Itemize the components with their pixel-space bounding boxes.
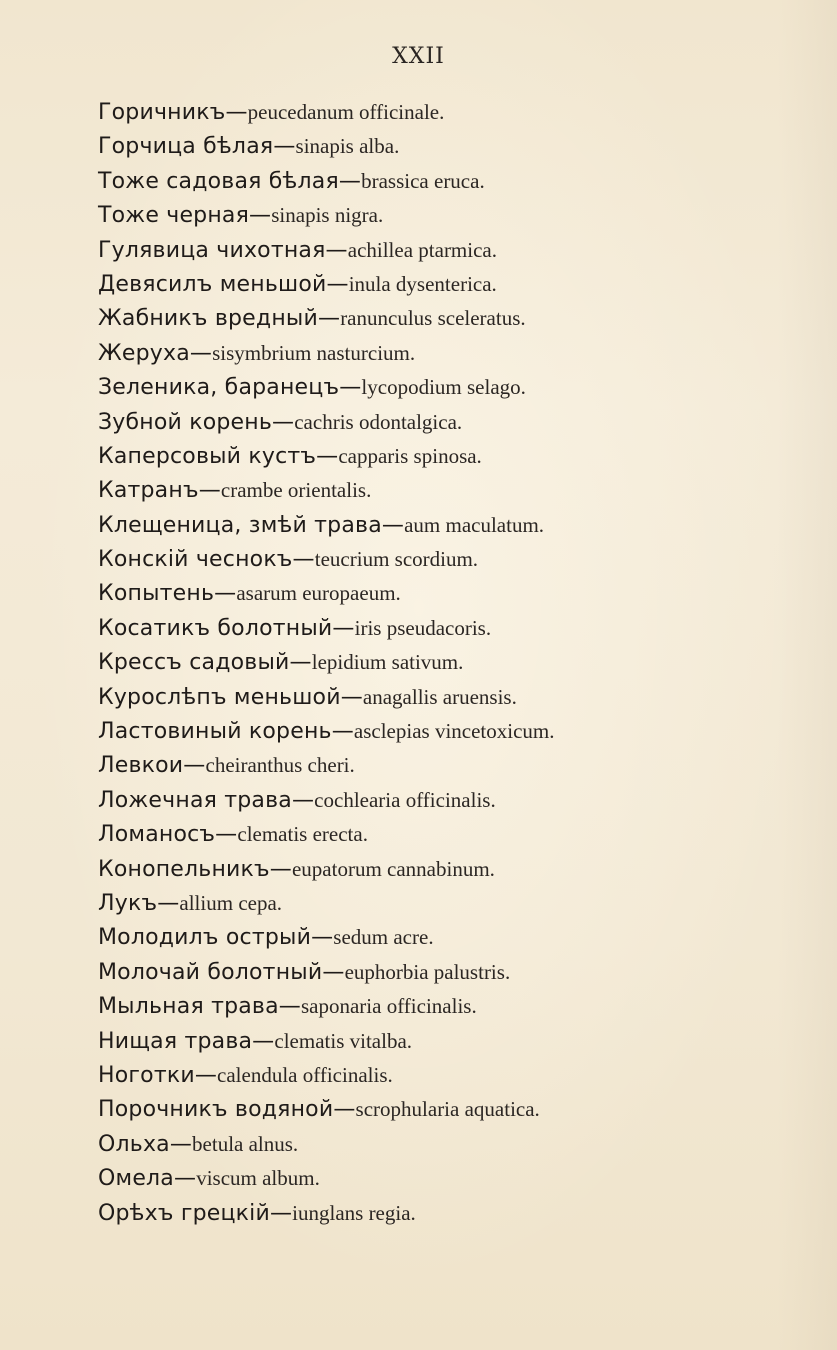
list-item — [98, 405, 555, 439]
latin-name: sinapis alba. — [295, 134, 400, 159]
russian-name: Горчица бѣлая— — [98, 134, 296, 160]
list-item — [98, 164, 555, 198]
list-item — [98, 783, 555, 817]
latin-name: sinapis nigra. — [271, 203, 384, 228]
list-item — [98, 198, 555, 232]
latin-name: asarum europaeum. — [236, 581, 401, 606]
latin-name: cheiranthus cheri. — [205, 753, 355, 778]
latin-name: euphorbia palustris. — [344, 959, 511, 984]
russian-name: Копытень— — [98, 581, 237, 607]
latin-name: iris pseudacoris. — [354, 615, 492, 640]
list-item — [98, 645, 555, 679]
latin-name: lepidium sativum. — [311, 650, 464, 675]
russian-name: Нищая трава— — [98, 1028, 275, 1054]
latin-name: lycopodium selago. — [361, 375, 526, 400]
russian-name: Тоже черная— — [98, 203, 272, 229]
list-item — [98, 1161, 555, 1195]
latin-name: sisymbrium nasturcium. — [212, 340, 416, 365]
list-item — [98, 1196, 555, 1230]
latin-name: cochlearia officinalis. — [314, 787, 496, 812]
latin-name: calendula officinalis. — [217, 1062, 393, 1087]
russian-name: Крессъ садовый— — [98, 650, 312, 676]
list-item — [98, 1092, 555, 1126]
russian-name: Косатикъ болотный— — [98, 615, 355, 641]
latin-name: teucrium scordium. — [314, 547, 479, 572]
latin-name: saponaria officinalis. — [300, 994, 477, 1019]
list-item — [98, 1024, 555, 1058]
list-item — [98, 852, 555, 886]
latin-name: crambe orientalis. — [220, 478, 372, 503]
russian-name: Конскій чеснокъ— — [98, 547, 315, 573]
russian-name: Левкои— — [98, 753, 206, 779]
list-item — [98, 267, 555, 301]
russian-name: Зубной корень— — [98, 409, 295, 435]
list-item — [98, 473, 555, 507]
latin-name: sedum acre. — [333, 925, 434, 950]
list-item — [98, 1058, 555, 1092]
list-item — [98, 336, 555, 370]
list-item — [98, 714, 555, 748]
latin-name: betula alnus. — [192, 1131, 299, 1156]
russian-name: Горичникъ— — [98, 100, 248, 125]
latin-name: inula dysenterica. — [348, 271, 497, 296]
latin-name: achillea ptarmica. — [347, 237, 497, 262]
russian-name: Ластовиный корень— — [98, 719, 354, 745]
list-item — [98, 233, 555, 267]
list-item — [98, 680, 555, 714]
russian-name: Катранъ— — [98, 478, 221, 504]
list-item — [98, 129, 555, 163]
russian-name: Жабникъ вредный— — [98, 306, 341, 332]
russian-name: Омела— — [98, 1166, 197, 1192]
list-item — [98, 301, 555, 335]
list-item — [98, 920, 555, 954]
latin-name: allium cepa. — [179, 890, 283, 915]
list-item — [98, 886, 555, 920]
latin-name: iunglans regia. — [292, 1200, 416, 1225]
list-item — [98, 955, 555, 989]
russian-name: Зеленика, баранецъ— — [98, 375, 362, 401]
russian-name: Молочай болотный— — [98, 959, 345, 985]
list-item — [98, 576, 555, 610]
page-number: XXII — [392, 44, 445, 69]
russian-name: Ломаносъ— — [98, 822, 238, 848]
list-item — [98, 611, 555, 645]
latin-name: capparis spinosa. — [338, 443, 482, 468]
russian-name: Жеруха— — [98, 340, 213, 366]
russian-name: Порочникъ водяной— — [98, 1097, 356, 1123]
list-item — [98, 989, 555, 1023]
list-item — [98, 748, 555, 782]
latin-name: brassica eruca. — [361, 168, 485, 193]
latin-name: anagallis aruensis. — [362, 684, 517, 709]
latin-name: scrophularia aquatica. — [355, 1097, 540, 1122]
russian-name: Молодилъ острый— — [98, 925, 334, 951]
list-item — [98, 817, 555, 851]
russian-name: Ложечная трава— — [98, 787, 315, 813]
latin-name: peucedanum officinale. — [247, 100, 445, 124]
latin-name: viscum album. — [196, 1166, 320, 1191]
russian-name: Гулявица чихотная— — [98, 237, 348, 263]
list-item — [98, 439, 555, 473]
latin-name: asclepias vincetoxicum. — [353, 719, 555, 744]
list-item — [98, 508, 555, 542]
plant-name-list — [98, 95, 555, 1230]
russian-name: Конопельникъ— — [98, 856, 292, 882]
list-item — [98, 95, 555, 129]
russian-name: Каперсовый кустъ— — [98, 443, 339, 469]
russian-name: Ноготки— — [98, 1062, 218, 1088]
russian-name: Курослѣпъ меньшой— — [98, 684, 363, 710]
list-item — [98, 1127, 555, 1161]
russian-name: Мыльная трава— — [98, 994, 301, 1020]
russian-name: Орѣхъ грецкій— — [98, 1200, 293, 1226]
latin-name: eupatorum cannabinum. — [291, 856, 495, 881]
russian-name: Девясилъ меньшой— — [98, 271, 349, 297]
latin-name: cachris odontalgica. — [294, 409, 463, 434]
list-item — [98, 542, 555, 576]
latin-name: clematis erecta. — [237, 822, 368, 847]
latin-name: ranunculus sceleratus. — [340, 306, 526, 331]
russian-name: Клещеница, змѣй трава— — [98, 512, 405, 538]
list-item — [98, 370, 555, 404]
latin-name: aum maculatum. — [404, 512, 545, 537]
russian-name: Лукъ— — [98, 890, 180, 916]
russian-name: Ольха— — [98, 1131, 193, 1157]
russian-name: Тоже садовая бѣлая— — [98, 168, 362, 194]
latin-name: clematis vitalba. — [274, 1028, 413, 1053]
